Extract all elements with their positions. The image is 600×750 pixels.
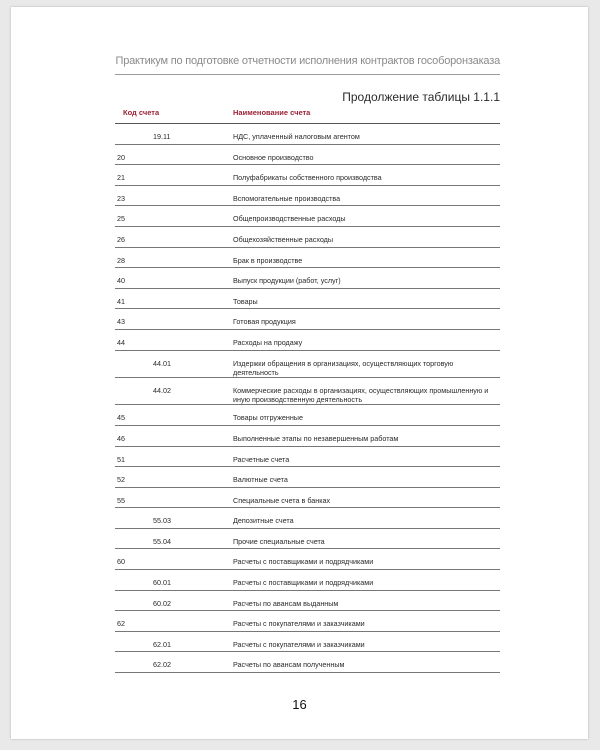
table-row xyxy=(115,248,500,269)
account-name: НДС, уплаченный налоговым агентом xyxy=(233,132,360,141)
account-code: 20 xyxy=(117,152,125,162)
account-code: 62.01 xyxy=(153,639,171,649)
account-name: Валютные счета xyxy=(233,475,288,485)
table-row xyxy=(115,652,500,673)
account-code: 46 xyxy=(117,433,125,443)
account-code: 43 xyxy=(117,317,125,327)
account-name: Депозитные счета xyxy=(233,516,294,526)
table-row xyxy=(115,351,500,378)
table-row xyxy=(115,405,500,426)
account-code: 26 xyxy=(117,234,125,244)
column-header-name: Наименование счета xyxy=(233,108,311,117)
account-code: 19.11 xyxy=(153,132,171,141)
account-name: Вспомогательные производства xyxy=(233,193,341,203)
account-name: Товары отгруженные xyxy=(233,413,303,423)
account-code: 40 xyxy=(117,276,125,286)
table-row xyxy=(115,145,500,166)
account-name: Расчеты с покупателями и заказчиками xyxy=(233,619,365,629)
table-row xyxy=(115,206,500,227)
table-header-row xyxy=(115,107,500,124)
account-code: 60.02 xyxy=(153,598,171,608)
table-row xyxy=(115,570,500,591)
table-row xyxy=(115,508,500,529)
accounts-table-body xyxy=(115,124,500,673)
account-name: Расчеты с поставщиками и подрядчиками xyxy=(233,557,374,567)
table-row xyxy=(115,549,500,570)
account-name: Прочие специальные счета xyxy=(233,536,325,546)
account-name: Расходы на продажу xyxy=(233,337,303,347)
account-code: 28 xyxy=(117,255,125,265)
account-code: 51 xyxy=(117,454,125,464)
table-row xyxy=(115,488,500,509)
table-row xyxy=(115,330,500,351)
account-name: Специальные счета в банках xyxy=(233,495,331,505)
table-caption: Продолжение таблицы 1.1.1 xyxy=(342,90,500,104)
account-code: 55 xyxy=(117,495,125,505)
header-divider xyxy=(115,74,500,75)
account-code: 44 xyxy=(117,337,125,347)
account-name: Расчетные счета xyxy=(233,454,290,464)
table-row xyxy=(115,186,500,207)
table-row xyxy=(115,426,500,447)
account-code: 41 xyxy=(117,296,125,306)
account-name: Расчеты по авансам выданным xyxy=(233,598,339,608)
account-name: Выполненные этапы по незавершенным работам xyxy=(233,433,399,443)
account-name: Основное производство xyxy=(233,152,314,162)
table-row xyxy=(115,467,500,488)
document-page xyxy=(11,7,588,739)
account-name: Выпуск продукции (работ, услуг) xyxy=(233,276,341,286)
table-row xyxy=(115,227,500,248)
table-row xyxy=(115,309,500,330)
account-code: 21 xyxy=(117,173,125,183)
account-name: Расчеты по авансам полученным xyxy=(233,660,345,670)
account-code: 55.03 xyxy=(153,516,171,526)
table-row xyxy=(115,268,500,289)
account-code: 23 xyxy=(117,193,125,203)
account-code: 25 xyxy=(117,214,125,224)
account-code: 60 xyxy=(117,557,125,567)
account-name: Расчеты с покупателями и заказчиками xyxy=(233,639,365,649)
page-number: 16 xyxy=(292,697,307,712)
account-name: Коммерческие расходы в организациях, осуществляющих промышленную и иную производственную деятельность xyxy=(233,385,489,405)
account-name: Полуфабрикаты собственного производства xyxy=(233,173,382,183)
account-name: Общепроизводственные расходы xyxy=(233,214,346,224)
account-name: Товары xyxy=(233,296,258,306)
account-name: Готовая продукция xyxy=(233,317,296,327)
account-code: 52 xyxy=(117,475,125,485)
account-name: Расчеты с поставщиками и подрядчиками xyxy=(233,578,374,588)
account-code: 60.01 xyxy=(153,578,171,588)
table-row xyxy=(115,289,500,310)
account-code: 55.04 xyxy=(153,536,171,546)
table-row xyxy=(115,591,500,612)
table-row xyxy=(115,378,500,405)
account-name: Брак в производстве xyxy=(233,255,303,265)
table-row xyxy=(115,611,500,632)
column-header-code: Код счета xyxy=(123,108,160,117)
account-code: 44.02 xyxy=(153,385,171,395)
account-name: Издержки обращения в организациях, осуществляющих торговую деятельность xyxy=(233,358,454,378)
account-code: 45 xyxy=(117,413,125,423)
account-code: 62.02 xyxy=(153,660,171,670)
account-name: Общехозяйственные расходы xyxy=(233,234,334,244)
running-header: Практикум по подготовке отчетности исполнения контрактов гособоронзаказа xyxy=(115,55,500,67)
account-code: 62 xyxy=(117,619,125,629)
table-row xyxy=(115,447,500,468)
table-row xyxy=(115,165,500,186)
account-code: 44.01 xyxy=(153,358,171,368)
table-row xyxy=(115,529,500,550)
table-row xyxy=(115,124,500,145)
table-row xyxy=(115,632,500,653)
